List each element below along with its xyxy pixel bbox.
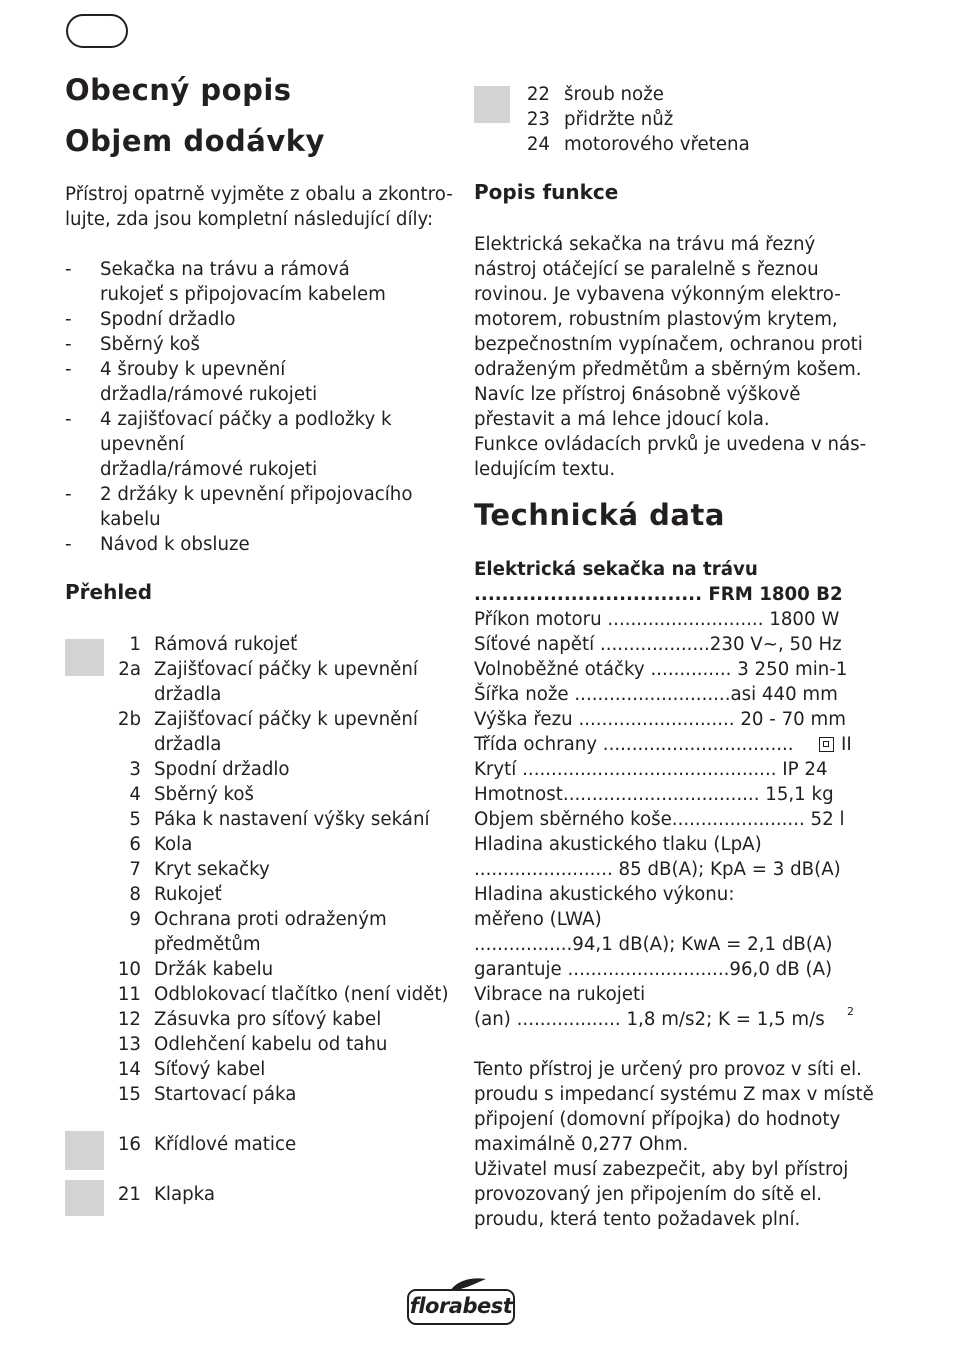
list-item-text: držadla/rámové rukojeti xyxy=(100,459,318,480)
part-number: 16 xyxy=(117,1134,141,1155)
part-label: Klapka xyxy=(154,1184,216,1205)
part-label: Sběrný koš xyxy=(154,784,254,805)
list-item-text: 4 šrouby k upevnění xyxy=(100,359,286,380)
note-text-line: proudu s impedancí systému Z max v místě xyxy=(474,1084,874,1105)
spec-line: Krytí ............................................ IP 24 xyxy=(474,759,828,780)
overview-heading: Přehled xyxy=(65,580,153,604)
part-number: 8 xyxy=(129,884,141,905)
section-title-general: Obecný popis xyxy=(65,73,292,107)
spec-line: .................94,1 dB(A); KwA = 2,1 dB(A) xyxy=(474,934,833,955)
brand-logo-text: florabest xyxy=(409,1294,513,1318)
section-title-technical: Technická data xyxy=(474,498,725,532)
function-text-line: odraženým předmětům a sběrným košem. xyxy=(474,359,862,380)
part-label: Odlehčení kabelu od tahu xyxy=(154,1034,388,1055)
part-label: Rámová rukojeť xyxy=(154,634,298,655)
spec-line: Výška řezu ........................... 20 - 70 mm xyxy=(474,709,846,730)
spec-line: (an) .................. 1,8 m/s2; K = 1,5 m/s xyxy=(474,1009,825,1030)
function-text-line: rovinou. Je vybavena výkonným elektro- xyxy=(474,284,841,305)
part-label: Kryt sekačky xyxy=(154,859,270,880)
spec-line: Třída ochrany ................................. xyxy=(474,734,794,755)
part-label: přidržte nůž xyxy=(564,109,674,130)
list-item-text: Návod k obsluze xyxy=(100,534,250,555)
part-label: Zajišťovací páčky k upevnění xyxy=(154,709,418,730)
part-label: Rukojeť xyxy=(154,884,222,905)
vibration-unit-superscript: 2 xyxy=(847,1005,854,1018)
note-text-line: proudu, která tento požadavek plní. xyxy=(474,1209,801,1230)
list-item-text: Spodní držadlo xyxy=(100,309,236,330)
spec-line: Síťové napětí ...................230 V~, 50 Hz xyxy=(474,634,842,655)
note-text-line: provozovaný jen připojením do sítě el. xyxy=(474,1184,823,1205)
spec-line: Vibrace na rukojeti xyxy=(474,984,646,1005)
part-number: 4 xyxy=(129,784,141,805)
part-number: 7 xyxy=(129,859,141,880)
list-dash: - xyxy=(65,334,72,355)
function-text-line: motorem, robustním plastovým krytem, xyxy=(474,309,838,330)
part-number: 11 xyxy=(117,984,141,1005)
part-number: 12 xyxy=(117,1009,141,1030)
list-dash: - xyxy=(65,309,72,330)
part-label: Zásuvka pro síťový kabel xyxy=(154,1009,382,1030)
spec-line: garantuje ............................96,0 dB (A) xyxy=(474,959,833,980)
part-label: držadla xyxy=(154,734,222,755)
list-item-text: kabelu xyxy=(100,509,161,530)
function-text-line: přestavit a má lehce jdoucí kola. xyxy=(474,409,770,430)
part-label: Spodní držadlo xyxy=(154,759,290,780)
part-label: Držák kabelu xyxy=(154,959,274,980)
list-item-text: Sekačka na trávu a rámová xyxy=(100,259,350,280)
function-text-line: Navíc lze přístroj 6násobně výškově xyxy=(474,384,801,405)
part-label: motorového vřetena xyxy=(564,134,750,155)
part-label: šroub nože xyxy=(564,84,664,105)
spec-product-name: Elektrická sekačka na trávu xyxy=(474,559,758,580)
function-text-line: nástroj otáčející se paralelně s řeznou xyxy=(474,259,819,280)
list-item-text: upevnění xyxy=(100,434,185,455)
part-number: 22 xyxy=(526,84,550,105)
spec-line: Hmotnost.................................. 15,1 kg xyxy=(474,784,834,805)
part-number: 9 xyxy=(129,909,141,930)
intro-line-1: Přístroj opatrně vyjměte z obalu a zkontro- xyxy=(65,184,453,205)
function-text-line: Elektrická sekačka na trávu má řezný xyxy=(474,234,816,255)
spec-line: Hladina akustického výkonu: xyxy=(474,884,735,905)
part-number: 6 xyxy=(129,834,141,855)
intro-line-2: lujte, zda jsou kompletní následující díly: xyxy=(65,209,434,230)
function-text-line: bezpečnostním vypínačem, ochranou proti xyxy=(474,334,863,355)
note-text-line: maximálně 0,277 Ohm. xyxy=(474,1134,689,1155)
part-label: Ochrana proti odraženým xyxy=(154,909,387,930)
part-label: Zajišťovací páčky k upevnění xyxy=(154,659,418,680)
spec-line: Hladina akustického tlaku (LpA) xyxy=(474,834,762,855)
part-number: 24 xyxy=(526,134,550,155)
function-heading: Popis funkce xyxy=(474,180,619,204)
list-item-text: rukojeť s připojovacím kabelem xyxy=(100,284,386,305)
list-item-text: držadla/rámové rukojeti xyxy=(100,384,318,405)
list-item-text: 2 držáky k upevnění připojovacího xyxy=(100,484,413,505)
function-text-line: ledujícím textu. xyxy=(474,459,616,480)
protection-class-value: II xyxy=(841,734,852,755)
part-label: Páka k nastavení výšky sekání xyxy=(154,809,430,830)
part-label: předmětům xyxy=(154,934,261,955)
part-label: Kola xyxy=(154,834,193,855)
protection-class-icon xyxy=(819,737,834,752)
part-label: držadla xyxy=(154,684,222,705)
part-number: 10 xyxy=(117,959,141,980)
list-dash: - xyxy=(65,534,72,555)
part-number: 21 xyxy=(117,1184,141,1205)
part-label: Křídlové matice xyxy=(154,1134,297,1155)
part-label: Startovací páka xyxy=(154,1084,297,1105)
language-badge xyxy=(66,14,128,48)
part-number: 1 xyxy=(129,634,141,655)
part-label: Síťový kabel xyxy=(154,1059,266,1080)
list-dash: - xyxy=(65,359,72,380)
spec-line: Volnoběžné otáčky .............. 3 250 min-1 xyxy=(474,659,848,680)
part-number: 14 xyxy=(117,1059,141,1080)
spec-line: měřeno (LWA) xyxy=(474,909,602,930)
function-text-line: Funkce ovládacích prvků je uvedena v nás- xyxy=(474,434,867,455)
part-number: 2a xyxy=(118,659,141,680)
part-number: 15 xyxy=(117,1084,141,1105)
section-title-delivery: Objem dodávky xyxy=(65,124,325,158)
list-dash: - xyxy=(65,259,72,280)
part-label: Odblokovací tlačítko (není vidět) xyxy=(154,984,449,1005)
part-number: 3 xyxy=(129,759,141,780)
note-text-line: Tento přístroj je určený pro provoz v síti el. xyxy=(474,1059,862,1080)
part-number: 23 xyxy=(526,109,550,130)
note-text-line: Uživatel musí zabezpečit, aby byl přístroj xyxy=(474,1159,849,1180)
spec-line: Šířka nože ...........................asi 440 mm xyxy=(474,684,838,705)
part-number: 5 xyxy=(129,809,141,830)
spec-line: ........................ 85 dB(A); KpA = 3 dB(A) xyxy=(474,859,841,880)
spec-line: Příkon motoru ........................... 1800 W xyxy=(474,609,840,630)
part-number: 13 xyxy=(117,1034,141,1055)
brand-logo xyxy=(407,1289,515,1325)
spec-model: ................................. FRM 1800 B2 xyxy=(474,584,843,605)
note-text-line: připojení (domovní přípojka) do hodnoty xyxy=(474,1109,841,1130)
list-dash: - xyxy=(65,409,72,430)
list-dash: - xyxy=(65,484,72,505)
part-number: 2b xyxy=(117,709,141,730)
list-item-text: 4 zajišťovací páčky a podložky k xyxy=(100,409,392,430)
spec-line: Objem sběrného koše....................... 52 l xyxy=(474,809,845,830)
list-item-text: Sběrný koš xyxy=(100,334,200,355)
